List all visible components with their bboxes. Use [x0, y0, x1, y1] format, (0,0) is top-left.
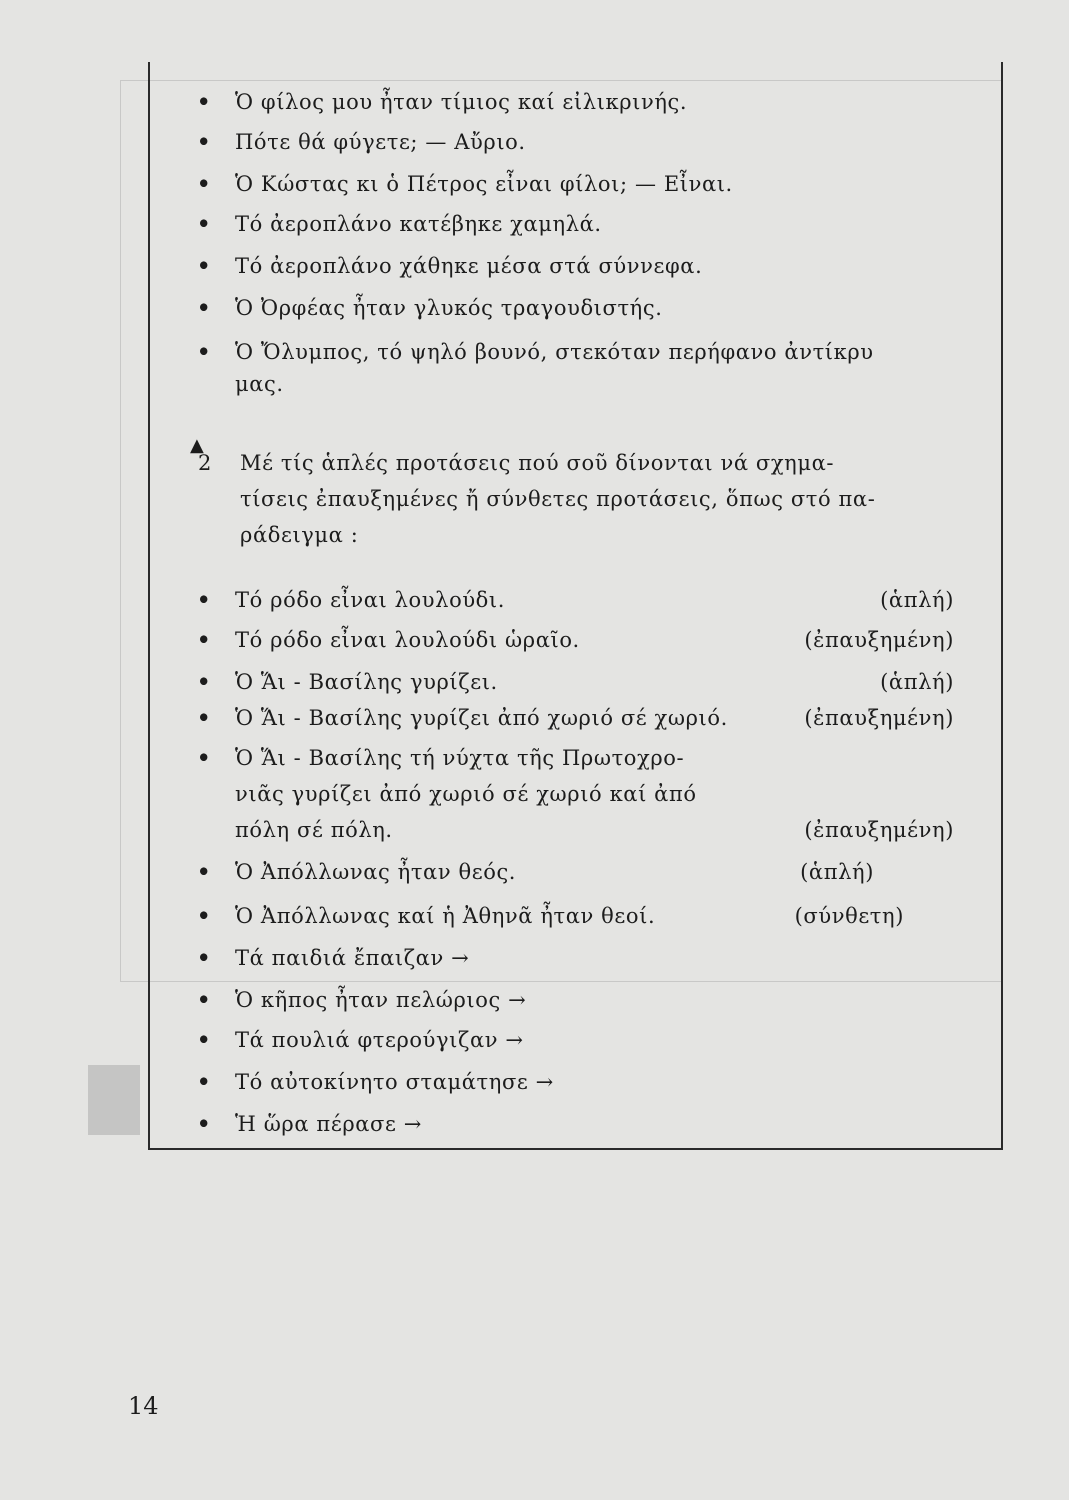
sentence-text: Τό ἀεροπλάνο κατέβηκε χαμηλά. [235, 212, 602, 236]
bullet-icon: • [197, 945, 212, 970]
task-text: Τά πουλιά φτερούγιζαν → [235, 1028, 524, 1052]
example-text: Τό ρόδο εἶναι λουλούδι ὡραῖο. [235, 628, 580, 652]
example-text: Τό ρόδο εἶναι λουλούδι. [235, 588, 506, 612]
bullet-icon: • [197, 859, 212, 884]
bullet-icon: • [197, 587, 212, 612]
task-text: Τό αὐτοκίνητο σταμάτησε → [235, 1070, 554, 1094]
bullet-icon: • [197, 339, 212, 364]
sentence-text: Τό ἀεροπλάνο χάθηκε μέσα στά σύννεφα. [235, 254, 703, 278]
bullet-icon: • [197, 669, 212, 694]
exercise-line [198, 448, 212, 478]
example-label: (ἐπαυξημένη) [804, 818, 954, 842]
example-text: Ὁ Ἅι - Βασίλης γυρίζει ἀπό χωριό σέ χωριό. [235, 706, 728, 730]
task-text: Ὁ κῆπος ἦταν πελώριος → [235, 988, 527, 1012]
example-text: Ὁ Ἅι - Βασίλης γυρίζει. [235, 670, 498, 694]
sentence-text: Ὁ Ὀρφέας ἦταν γλυκός τραγουδιστής. [235, 296, 663, 320]
bullet-icon: • [197, 705, 212, 730]
bullet-icon: • [197, 987, 212, 1012]
sentence-text: Ὁ Κώστας κι ὁ Πέτρος εἶναι φίλοι; — Εἶναι. [235, 172, 733, 196]
example-label: (σύνθετη) [794, 904, 904, 928]
triangle-icon: ▲ [190, 435, 204, 456]
bullet-icon: • [197, 129, 212, 154]
example-label: (ἐπαυξημένη) [804, 706, 954, 730]
task-text: Τά παιδιά ἔπαιζαν → [235, 946, 470, 970]
bullet-icon: • [197, 295, 212, 320]
bullet-icon: • [197, 745, 212, 770]
long-example-line-2: νιᾶς γυρίζει ἀπό χωριό σέ χωριό καί ἀπό [235, 782, 697, 806]
example-label: (ἁπλή) [880, 670, 954, 694]
exercise-instruction-line-3: ράδειγμα : [240, 523, 359, 547]
bullet-icon: • [197, 1069, 212, 1094]
bullet-icon: • [197, 253, 212, 278]
exercise-number: 2 [198, 451, 212, 475]
example-label: (ἁπλή) [880, 588, 954, 612]
long-example-line-3: πόλη σέ πόλη. [235, 818, 393, 842]
sentence-text: Ὁ φίλος μου ἦταν τίμιος καί εἰλικρινής. [235, 90, 688, 114]
exercise-instruction-line-2: τίσεις ἐπαυξημένες ἤ σύνθετες προτάσεις, ὅπως στό πα- [240, 487, 876, 511]
bullet-icon: • [197, 627, 212, 652]
task-text: Ἡ ὥρα πέρασε → [235, 1112, 422, 1136]
example-text: Ὁ Ἀπόλλωνας καί ἡ Ἀθηνᾶ ἦταν θεοί. [235, 904, 656, 928]
sentence-text: Πότε θά φύγετε; — Αὔριο. [235, 130, 526, 154]
bullet-icon: • [197, 903, 212, 928]
example-label: (ἐπαυξημένη) [804, 628, 954, 652]
bullet-icon: • [197, 1027, 212, 1052]
bleed-through-tab [88, 1065, 140, 1135]
bullet-icon: • [197, 171, 212, 196]
sentence-continuation: μας. [235, 372, 284, 396]
example-label: (ἁπλή) [800, 860, 874, 884]
bullet-icon: • [197, 211, 212, 236]
long-example-line-1: Ὁ Ἅι - Βασίλης τή νύχτα τῆς Πρωτοχρο- [235, 746, 685, 770]
bullet-icon: • [197, 1111, 212, 1136]
example-text: Ὁ Ἀπόλλωνας ἦταν θεός. [235, 860, 517, 884]
bullet-icon: • [197, 89, 212, 114]
exercise-instruction-line-1: Μέ τίς ἁπλές προτάσεις πού σοῦ δίνονται νά σχημα- [240, 451, 835, 475]
page-number: 14 [128, 1392, 159, 1420]
sentence-text: Ὁ Ὄλυμπος, τό ψηλό βουνό, στεκόταν περήφανο ἀντίκρυ [235, 340, 874, 364]
